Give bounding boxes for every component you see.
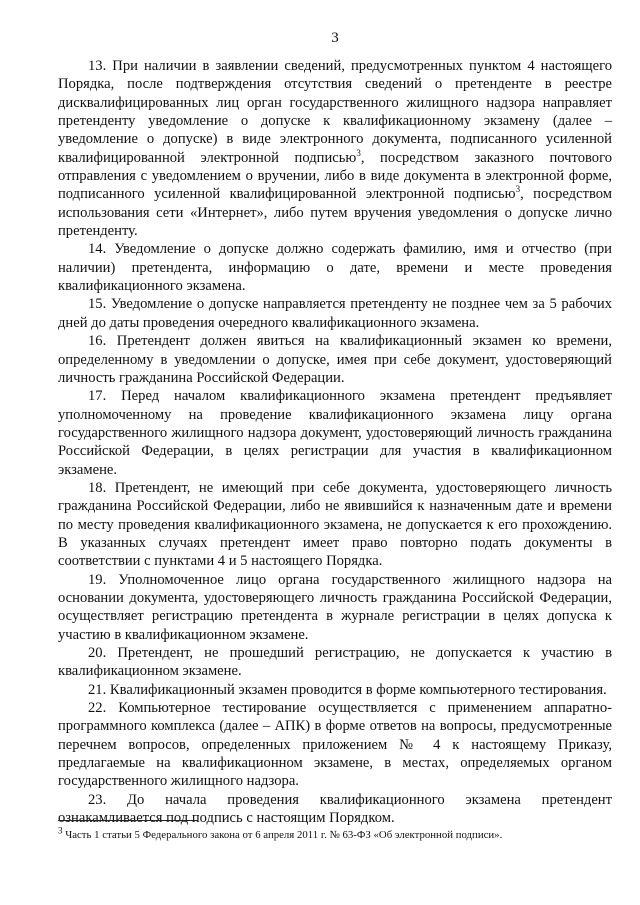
footnote-marker: 3 [58,825,63,836]
footnote-divider [58,820,198,821]
paragraph-21: 21. Квалификационный экзамен проводится в форме компьютерного тестирования. [88,681,607,698]
paragraph-22: 22. Компьютерное тестирование осуществляется с применением аппаратно-программного комплекса (далее – АПК) в форме ответов на вопросы, предусмотренные перечнем вопросов, определенных приложением № 4 к настоящему Приказу, предлагаемые на квалификационном экзамене, в местах, определяемых органом государственного жилищного надзора. [58,700,612,790]
footnote [58,825,612,842]
paragraph-text: , посредством использования сети «Интернет», либо путем вручения уведомления о допуске лично претенденту. [58,186,612,240]
footnote-text: Часть 1 статьи 5 Федерального закона от 6 апреля 2011 г. № 63-ФЗ «Об электронной подписи». [62,829,503,841]
paragraph-18: 18. Претендент, не имеющий при себе документа, удостоверяющего личность гражданина Российской Федерации, либо не явившийся к назначенным дате и времени по месту проведения квалификационного экзамена, не допускается к его прохождению. В указанных случаях претендент имеет право повторно подать документы в соответствии с пунктами 4 и 5 настоящего Порядка. [58,479,612,570]
paragraph-15: 15. Уведомление о допуске направляется претенденту не позднее чем за 5 рабочих дней до даты проведения очередного квалификационного экзамена. [58,296,612,331]
paragraph-19: 19. Уполномоченное лицо органа государственного жилищного надзора на основании документа, удостоверяющего личность гражданина Российской Федерации, осуществляет регистрацию претендента в журнале регистрации в целях допуска к участию в квалификационном экзамене. [58,571,612,643]
footnote-reference: 3 [515,184,521,195]
footnote-reference: 3 [356,147,361,158]
paragraph-text: 13. При наличии в заявлении сведений, предусмотренных пунктом 4 настоящего Порядка, после подтверждения отсутствия сведений о претенденте в реестре дисквалифицированных лиц орган государственного жилищного надзора направляет претенденту уведомление о допуске к квалификационному экзамену (далее – уведомление о допуске) в виде электронного документа, подписанного усиленной квалифицированной электронной подписью [58,58,612,166]
paragraph-23: 23. До начала проведения квалификационного экзамена претендент ознакамливается под подпись с настоящим Порядком. [58,791,612,827]
paragraph-text: , посредством заказного почтового отправления с уведомлением о вручении, либо в виде документа в электронной форме, подписанного усиленной квалифицированной электронной подписью [58,149,612,203]
paragraph-20: 20. Претендент, не прошедший регистрацию, не допускается к участию в квалификационном экзамене. [58,645,612,680]
paragraph-16: 16. Претендент должен явиться на квалификационный экзамен ко времени, определенному в уведомлении о допуске, имея при себе документ, удостоверяющий личность гражданина Российской Федерации. [58,333,612,386]
paragraph-13 [58,57,612,240]
paragraph-14: 14. Уведомление о допуске должно содержать фамилию, имя и отчество (при наличии) претендента, информацию о дате, времени и месте проведения квалификационного экзамена. [58,241,612,295]
page-number: 3 [331,30,339,46]
document-body [58,57,612,827]
paragraph-17: 17. Перед началом квалификационного экзамена претендент предъявляет уполномоченному на проведение квалификационного экзамена лицу органа государственного жилищного надзора документ, удостоверяющий личность гражданина Российской Федерации, в целях регистрации для участия в квалификационном экзамене. [58,388,612,478]
